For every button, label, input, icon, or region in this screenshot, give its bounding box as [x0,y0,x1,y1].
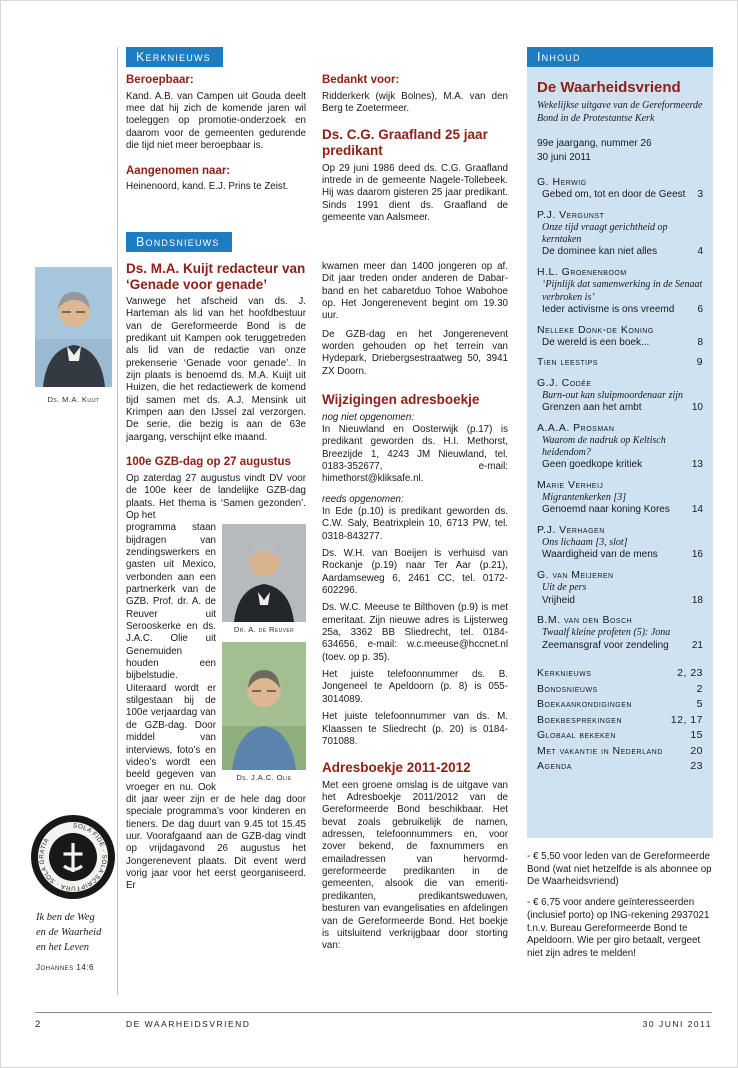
footer-page-number: 2 [35,1019,41,1030]
news-item [322,74,508,115]
toc-entry [537,479,703,517]
toc-page-number: 10 [691,401,703,413]
toc-author-name: G. Herwig [537,176,587,188]
toc-page-number: 2 [696,682,703,695]
toc-kicker: Twaalf kleine profeten (5): Jona [542,627,671,639]
inhoud-sidebar [527,47,713,961]
address-change: Het juiste telefoonnummer van ds. M. Klaassen te Sliedrecht (p. 20) is 0184-701088. [322,711,508,747]
toc-section [537,697,703,713]
toc-article-title: Zeemansgraf voor zendeling [542,639,669,651]
toc-page-number: 9 [696,356,703,369]
toc-page-number: 4 [697,246,703,258]
page-footer [35,1019,712,1030]
footer-brand: DE WAARHEIDSVRIEND [126,1019,251,1029]
toc-section [537,759,703,775]
quote-line: Ik ben de Weg [36,912,95,923]
price-notes [527,851,713,961]
toc-section-label: Bondsnieuws [537,682,598,695]
address-change: In Nieuwland en Oosterwijk (p.17) is predikant geworden ds. H.I. Methorst, Breezijde 1, 4243 JM Nieuwland, tel. 0183-352677, e-mail: himethorst@kliksafe.nl. [322,423,508,485]
bondsnieuws-section [126,261,508,995]
toc-entry [537,377,703,415]
toc-page-number: 8 [697,336,703,348]
toc-page-number: 18 [691,594,703,606]
address-change: Ds. W.C. Meeuse te Bilthoven (p.9) is met emeritaat. Zijn nieuwe adres is Lijsterweg 25a, 3362 BB Sliedrecht, tel. 0184-634656, e-mail: w.c.meeuse@hccnet.nl (toev. op p. 35). [322,602,508,663]
toc-article-title: De dominee kan niet alles [542,246,658,258]
kerknieuws-column-2 [322,74,508,230]
article-body: Met een groene omslag is de uitgave van het Adresboekje 2011/2012 van de Gereformeerde Bond beschikbaar. Het bevat zoals gebruikelijk de namen, adressen, telefoonnummers en, voor zover bekend, de faxnummers en emailadressen van hervormd-gereformeerde predikanten in de gemeenten, alsook die van emeriti-predikanten, predikantsweduwen, besturen van evangelisaties en afdelingen van de Gereformeerde Bond. Het boekje is uitsluitend verkrijgbaar door storting van: [322,779,508,952]
toc-entry [537,614,703,652]
toc-author-name: A.A.A. Prosman [537,421,615,434]
toc-section-label: Agenda [537,760,572,773]
label-already-included: reeds opgenomen: [322,493,404,505]
inhoud-box [527,67,713,838]
toc-article-title: De wereld is een boek... [542,336,650,348]
portrait-graphic [35,267,112,387]
toc-article-title: Waardigheid van de mens [542,549,658,561]
toc-article-title: Ieder activisme is ons vreemd [542,303,675,315]
toc-section [537,728,703,744]
news-heading: Ds. C.G. Graafland 25 jaar predikant [322,127,488,158]
toc-section-label: Boekaankondigingen [537,698,632,711]
toc-page-number: 15 [690,729,703,742]
margin-divider-rule [117,47,118,995]
toc-page-number: 20 [690,744,703,757]
photo-caption: Dr. A. de Reuver [233,625,295,635]
toc-article-title: Genoemd naar koning Kores [542,504,670,516]
news-heading: Beroepbaar: [126,74,194,86]
kerknieuws-column-1 [126,74,306,230]
logo-motto-text: SOLA FIDE · SOLA SCRIPTURA · SOLA GRATIA [38,822,108,892]
toc-section [537,666,703,682]
toc-article-title: Grenzen aan het ambt [542,401,642,413]
article-title: Adresboekje 2011-2012 [322,760,471,776]
toc-kicker: Uit de pers [542,582,587,594]
news-body: Op 29 juni 1986 deed ds. C.G. Graafland intrede in de gemeente Nagele-Tollebeek. Hij was daarom gisteren 25 jaar predikant. Sinds 1991 dient ds. Graafland de gemeente van Aalsmeer. [322,162,508,223]
article-intro: Op zaterdag 27 augustus vindt DV voor de 100e keer de landelijke GZB-dag plaats. Het thema is ‘Samen gezonden’. Op het [126,472,306,521]
toc-entry [537,422,703,472]
toc-page-number: 23 [690,760,703,773]
toc-kicker: ‘Pijnlijk dat samenwerking in de Senaat verbroken is’ [542,279,703,303]
address-change: In Ede (p.10) is predikant geworden ds. C.W. Saly, Beatrixplein 10, 6713 PW, tel. 0318-843277. [322,506,508,542]
news-item [322,127,508,224]
quote-line: en het Leven [36,942,90,953]
toc-author-name: P.J. Vergunst [537,208,605,221]
news-body: Heinenoord, kand. E.J. Prins te Zeist. [126,181,289,193]
section-banner-kerknieuws: Kerknieuws [126,47,223,67]
toc-entry [537,266,703,316]
issue-number: 99e jaargang, nummer 26 [537,138,652,149]
quote-source: Johannes 14:6 [36,963,94,972]
section-banner-bondsnieuws: Bondsnieuws [126,232,232,252]
article-body: Vanwege het afscheid van ds. J. Harteman als lid van het hoofdbestuur van de Gereformeerde Bond is de predikant uit Kampen ook teruggetreden als lid van de redactie van onze prekenserie ‘Genade voor genade’. In zijn plaats is benoemd ds. M.A. Kuijt uit Huizen, die het redactiewerk de komend tijd samen met ds. A.J. Mensink uit Krimpen aan den IJssel zal verzorgen. De serie, die bezig is aan de 63e jaargang, verschijnt elke maand. [126,296,306,443]
article-title: 100e GZB-dag op 27 augustus [126,456,291,469]
toc-author-name: H.L. Groenenboom [537,266,627,279]
quote-line: en de Waarheid [36,927,102,938]
magazine-subtitle: Wekelijkse uitgave van de Gereformeerde Bond in de Protestantse Kerk [537,100,703,124]
toc-article-title: Gebed om, tot en door de Geest [542,189,686,201]
toc-section [537,713,703,729]
bondsnieuws-column-2 [322,261,508,995]
toc-page-number: 14 [691,504,703,516]
address-change: Ds. W.H. van Boeijen is verhuisd van Rockanje (p.19) naar Ter Aar (p.21), Aardamseweg 6, 2461 CC, tel. 0172-602296. [322,548,508,597]
toc-kicker: Ons lichaam [3, slot] [542,537,628,549]
inline-photos [222,524,306,790]
bible-quote [36,910,120,972]
toc-section-label: Met vakantie in Nederland [537,744,663,757]
toc-kicker: Onze tijd vraagt gerichtheid op kerntaken [542,222,668,246]
toc-article-title: Geen goedkope kritiek [542,459,643,471]
toc-page-number: 16 [691,549,703,561]
price-note: - € 6,75 voor andere geïnteresseerden (inclusief porto) op ING-rekening 2937021 t.n.v. Bureau Gereformeerde Bond te Apeldoorn. Wie per giro betaalt, vergeet niet zijn adres te melden! [527,897,710,960]
magazine-title: De Waarheidsvriend [537,79,681,96]
photo-caption: Ds. M.A. Kuijt [47,395,100,404]
portrait-graphic [222,524,306,622]
kerknieuws-section [126,74,508,230]
address-change: Het juiste telefoonnummer ds. B. Jongeneel te Apeldoorn (p. 8) is 055-3014089. [322,669,508,705]
toc-kicker: Burn-out kan sluipmoordenaar zijn [542,389,684,401]
toc-page-number: 3 [697,189,703,201]
toc-entries [537,176,703,652]
toc-sections [537,666,703,775]
toc-entry [537,209,703,259]
issue-date: 30 juni 2011 [537,151,591,163]
toc-entry [537,524,703,562]
toc-page-number: 6 [697,303,703,315]
toc-section-label: Kerknieuws [537,667,592,680]
toc-entry [537,356,703,369]
toc-section [537,744,703,760]
news-item [126,74,306,153]
toc-page-number: 5 [696,698,703,711]
toc-section-label: Globaal bekeken [537,729,616,742]
footer-date: 30 JUNI 2011 [642,1019,712,1029]
toc-author-name: G.J. Codée [537,376,592,389]
toc-page-number: 13 [691,459,703,471]
label-not-yet-included: nog niet opgenomen: [322,411,415,423]
bondsnieuws-column-1 [126,261,306,995]
article-body: De GZB-dag en het Jongerenevent worden gehouden op het terrein van Hydepark, Driebergsestraatweg 50, 3941 ZX Doorn. [322,328,508,377]
toc-author-name: G. van Meijeren [537,569,614,582]
photo-ds-kuijt [35,267,112,404]
article-title: Ds. M.A. Kuijt redacteur van ‘Genade voor genade’ [126,261,306,292]
article-title: Wijzigingen adresboekje [322,392,480,408]
toc-author-name: Tien leestips [537,356,598,369]
toc-entry [537,176,703,202]
section-banner-inhoud: Inhoud [527,47,713,67]
article-body: kwamen meer dan 1400 jongeren op af. Dit jaar treden onder anderen de Dabar-band en het cabaretduo Tohoe Wabohoe op. Het Jongerenevent begint om 19.30 uur. [322,261,508,322]
news-heading: Bedankt voor: [322,74,400,86]
article-body: programma staan bijdragen van zendingswerkers en gasten uit Mexico, verbonden aan een partnerkerk van de GZB. Prof. dr. A. de Reuver uit Serooskerke en ds. J.A.C. Olie uit Genemuiden houden een bijbelstudie. Uiteraard wordt er stilgestaan bij de 100e verjaardag van de GZB-dag. Door middel van interviews, foto’s en video’s wordt een beeld gegeven van vroeger en nu. Ook dit jaar weer zijn er de hele dag door speciale programma’s voor kinderen en tieners. De dag duurt van 9.45 tot 15.45 uur. Voorafgaand aan de GZB-dag vindt op vrijdagavond 26 augustus het Jongerenevent plaats. Dit event werd vorig jaar voor het eerst georganiseerd. Er [126,522,306,892]
news-heading: Aangenomen naar: [126,164,231,177]
seal-logo-graphic [30,814,116,900]
news-body: Ridderkerk (wijk Bolnes), M.A. van den Berg te Zoetermeer. [322,90,508,115]
toc-kicker: Waarom de nadruk op Keltisch heidendom? [542,434,666,458]
photo-olie [222,642,306,782]
gereformeerde-bond-logo [30,814,116,900]
price-note: - € 5,50 voor leden van de Gereformeerde Bond (wat niet hetzelfde is als abonnee op De Waarheidsvriend) [527,851,712,888]
portrait-graphic [222,642,306,770]
toc-author-name: P.J. Verhagen [537,524,605,537]
news-item [126,165,306,194]
toc-page-number: 12, 17 [670,713,703,726]
toc-page-number: 2, 23 [677,667,703,680]
footer-rule [35,1012,712,1013]
toc-page-number: 21 [691,639,703,651]
toc-section [537,682,703,698]
toc-author-name: Marie Verheij [537,478,604,491]
toc-entry [537,324,703,350]
toc-entry [537,569,703,607]
news-body: Kand. A.B. van Campen uit Gouda deelt mee dat hij zich de komende jaren wil toeleggen op promotie-onderzoek en daarom voor de gemeenten gedurende die tijd niet meer beroepbaar is. [126,90,306,152]
toc-author-name: B.M. van den Bosch [537,614,633,627]
toc-kicker: Migrantenkerken [3] [542,492,627,504]
toc-article-title: Vrijheid [542,594,575,606]
toc-section-label: Boekbesprekingen [537,713,623,726]
photo-de-reuver [222,524,306,634]
photo-caption: Ds. J.A.C. Olie [236,773,292,783]
toc-author-name: Nelleke Donk-de Koning [537,323,654,336]
